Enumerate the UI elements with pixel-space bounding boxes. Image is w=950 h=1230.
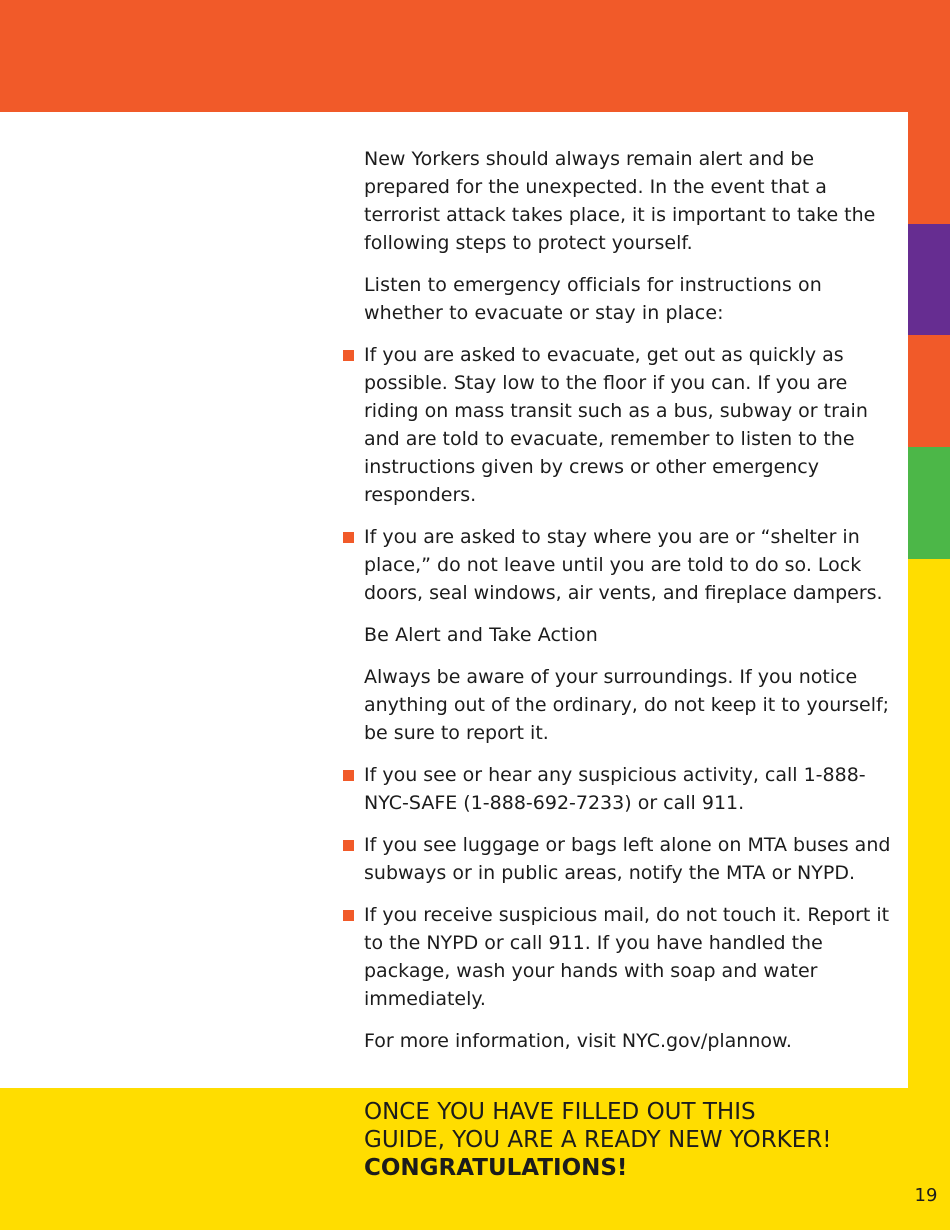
main-content (364, 145, 894, 1069)
list-item (364, 831, 894, 887)
bullet-square-icon (343, 770, 354, 781)
side-band-yellow (908, 559, 950, 1230)
congratulations-text: CONGRATULATIONS! (364, 1155, 628, 1181)
more-info-text: For more information, visit NYC.gov/plannow. (364, 1030, 792, 1052)
top-color-band (0, 0, 950, 112)
list-item (364, 523, 894, 607)
alert-heading: Be Alert and Take Action (364, 624, 598, 646)
bullet-text: If you see or hear any suspicious activity, call 1-888-NYC-SAFE (1-888-692-7233) or call 911. (364, 764, 866, 814)
page-number: 19 (914, 1185, 938, 1206)
alert-paragraph: Always be aware of your surroundings. If you notice anything out of the ordinary, do not keep it to yourself; be sure to report it. (364, 666, 890, 744)
side-band-purple (908, 224, 950, 335)
bullet-square-icon (343, 532, 354, 543)
bullet-text: If you are asked to evacuate, get out as quickly as possible. Stay low to the floor if you can. If you are riding on mass transit such as a bus, subway or train and are told to evacuate, remember to listen to the instructions given by crews or other emergency responders. (364, 344, 868, 506)
list-item (364, 761, 894, 817)
side-band-green (908, 447, 950, 559)
side-band-orange-1 (908, 112, 950, 224)
bullet-text: If you receive suspicious mail, do not touch it. Report it to the NYPD or call 911. If you have handled the package, wash your hands with soap and water immediately. (364, 904, 890, 1010)
list-item (364, 901, 894, 1013)
bullet-text: If you are asked to stay where you are or “shelter in place,” do not leave until you are told to do so. Lock doors, seal windows, air vents, and fireplace dampers. (364, 526, 883, 604)
closing-line-2: GUIDE, YOU ARE A READY NEW YORKER! (364, 1127, 832, 1153)
instructions-heading: Listen to emergency officials for instructions on whether to evacuate or stay in place: (364, 274, 822, 324)
closing-line-1: ONCE YOU HAVE FILLED OUT THIS (364, 1099, 756, 1125)
intro-paragraph: New Yorkers should always remain alert and be prepared for the unexpected. In the event that a terrorist attack takes place, it is important to take the following steps to protect yourself. (364, 148, 876, 254)
bullet-square-icon (343, 350, 354, 361)
closing-message (364, 1098, 894, 1182)
list-item (364, 341, 894, 509)
bullet-text: If you see luggage or bags left alone on MTA buses and subways or in public areas, notify the MTA or NYPD. (364, 834, 891, 884)
side-band-orange-2 (908, 335, 950, 447)
bullet-square-icon (343, 910, 354, 921)
bullet-square-icon (343, 840, 354, 851)
